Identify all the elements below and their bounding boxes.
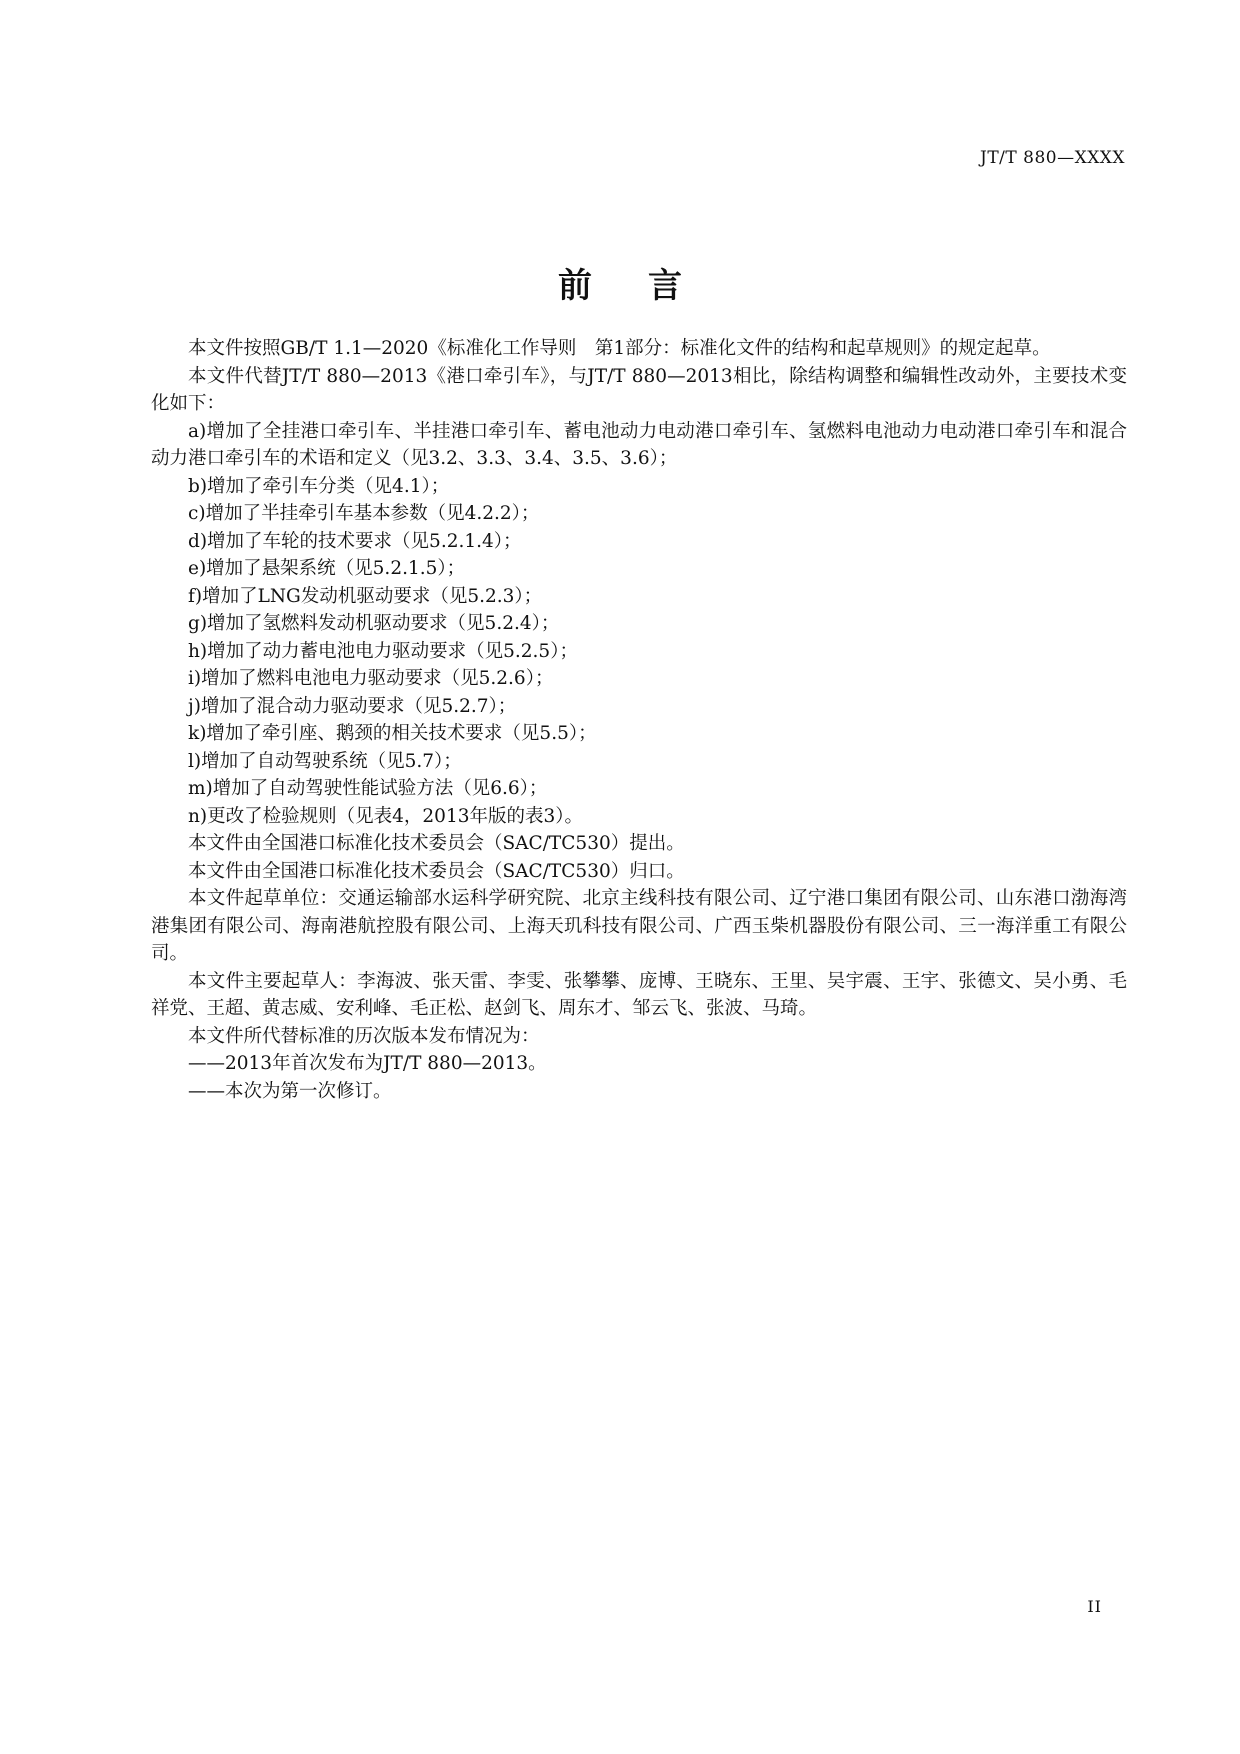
paragraph: 本文件按照GB/T 1.1—2020《标准化工作导则 第1部分：标准化文件的结构和起草规则》的规定起草。: [188, 338, 1051, 359]
change-item: d)增加了车轮的技术要求（见5.2.1.4）；: [188, 530, 522, 552]
paragraph: 本文件所代替标准的历次版本发布情况为：: [188, 1025, 540, 1047]
paragraph: 本文件主要起草人：李海波、张天雷、李雯、张攀攀、庞博、王晓东、王里、吴宇震、王宇、张德文、吴小勇、毛祥党、王超、黄志威、安利峰、毛正松、赵剑飞、周东才、邹云飞、张波、马琦。: [151, 970, 1127, 1019]
paragraph: 本文件由全国港口标准化技术委员会（SAC/TC530）归口。: [188, 860, 685, 882]
change-item: c)增加了半挂牵引车基本参数（见4.2.2）；: [188, 503, 540, 524]
paragraph: 本文件起草单位：交通运输部水运科学研究院、北京主线科技有限公司、辽宁港口集团有限公司、山东港口渤海湾港集团有限公司、海南港航控股有限公司、上海天玑科技有限公司、广西玉柴机器股份有限公司、三一海洋重工有限公司。: [151, 888, 1127, 964]
change-item: l)增加了自动驾驶系统（见5.7）；: [188, 750, 462, 772]
page-title: 前言: [558, 266, 738, 306]
page-number: II: [1087, 1597, 1102, 1616]
paragraph: 本文件由全国港口标准化技术委员会（SAC/TC530）提出。: [188, 833, 685, 854]
change-item: k)增加了牵引座、鹅颈的相关技术要求（见5.5）；: [188, 723, 597, 744]
change-item: a)增加了全挂港口牵引车、半挂港口牵引车、蓄电池动力电动港口牵引车、氢燃料电池动力电动港口牵引车和混合动力港口牵引车的术语和定义（见3.2、3.3、3.4、3.5、3.6）；: [151, 420, 1127, 469]
change-item: m)增加了自动驾驶性能试验方法（见6.6）；: [188, 778, 548, 799]
change-item: b)增加了牵引车分类（见4.1）；: [188, 475, 450, 497]
history-item: ——本次为第一次修订。: [188, 1080, 392, 1102]
history-item: ——2013年首次发布为JT/T 880—2013。: [188, 1053, 547, 1074]
change-item: i)增加了燃料电池电力驱动要求（见5.2.6）；: [188, 668, 554, 689]
change-item: h)增加了动力蓄电池电力驱动要求（见5.2.5）；: [188, 640, 578, 662]
foreword-body: [151, 335, 1127, 1105]
change-item: e)增加了悬架系统（见5.2.1.5）；: [188, 558, 466, 579]
standard-code: JT/T 880—XXXX: [980, 148, 1125, 168]
change-item: j)增加了混合动力驱动要求（见5.2.7）；: [188, 695, 517, 717]
change-item: g)增加了氢燃料发动机驱动要求（见5.2.4）；: [188, 613, 560, 634]
change-item: n)更改了检验规则（见表4，2013年版的表3）。: [188, 805, 584, 827]
change-item: f)增加了LNG发动机驱动要求（见5.2.3）；: [188, 585, 543, 607]
paragraph: 本文件代替JT/T 880—2013《港口牵引车》，与JT/T 880—2013相比，除结构调整和编辑性改动外，主要技术变化如下：: [151, 365, 1127, 414]
